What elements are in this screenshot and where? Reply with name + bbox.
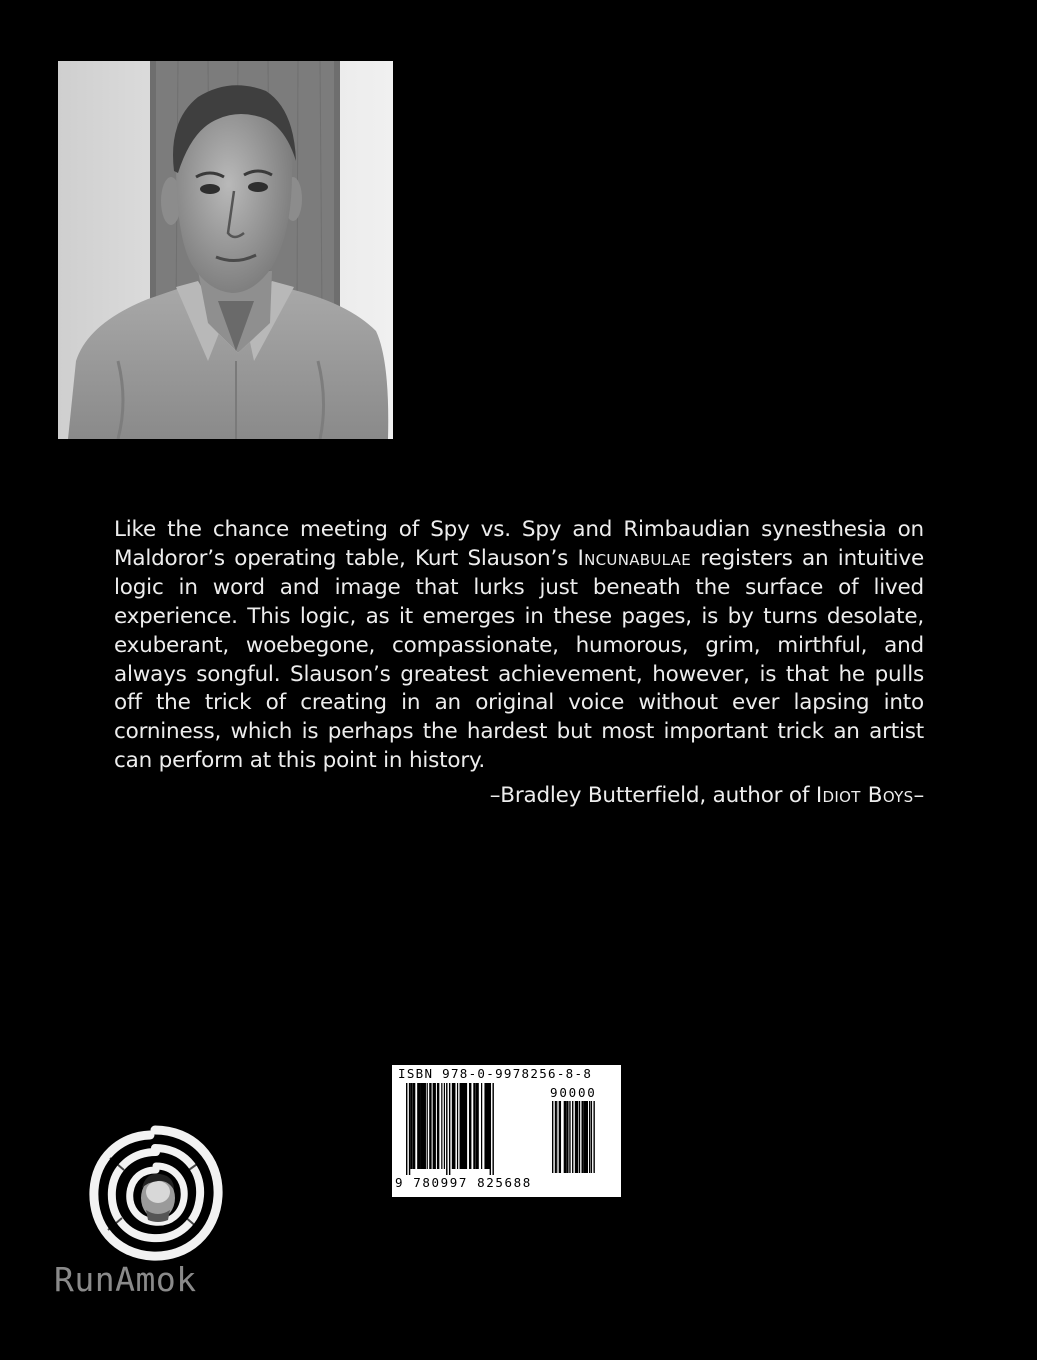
blurb-text-before: Like the chance meeting of Spy vs. Spy and Rimbaudian synesthesia on Maldoror’s operating table, Kurt Slauson’s [114,517,924,571]
barcode-bar [444,1083,445,1169]
barcode-bar [559,1101,561,1173]
author-photo [58,61,393,439]
barcode-bar [589,1101,590,1173]
barcode-bar [481,1083,482,1169]
barcode-bar [460,1083,464,1169]
barcode-bar [492,1083,493,1175]
barcode-bar [575,1101,579,1173]
barcode-bar [552,1101,553,1173]
barcode-bar [446,1083,447,1175]
barcode-bar [591,1101,592,1173]
attribution-work: Idiot Boys [815,783,914,809]
barcode-bar [484,1083,488,1169]
barcode-bar [569,1101,570,1173]
addon-digits: 90000 [550,1085,597,1100]
barcode-bar [417,1083,421,1169]
barcode-bar [556,1101,557,1173]
barcode-bar [441,1083,442,1169]
barcode-bar [452,1083,456,1169]
publisher-logo [80,1118,230,1268]
barcode-bar [429,1083,431,1169]
barcode-bar [566,1101,568,1173]
author-portrait-icon [58,61,393,439]
ean-digits: 9 780997 825688 [395,1175,532,1190]
book-title: Incunabulae [577,545,691,571]
barcode-bar [586,1101,588,1173]
barcode-bar [555,1101,556,1173]
barcode-bar [469,1083,471,1169]
barcode-bar [406,1083,407,1175]
blurb-text-after: registers an intuitive logic in word and image that lurks just beneath the surface of lived experience. This logic, as it emerges in these pages, is by turns desolate, exuberant, woebegone, compassionate, humorous, grim, mirthful, and always songful. Slauson’s greatest achievement, however, is that he pulls off the trick of creating in an original voice without ever lapsing into corniness, which is perhaps the hardest but most important trick an artist can perform at this point in history. [114,545,924,774]
attribution-suffix: – [913,783,924,809]
barcode-bar [478,1083,479,1169]
barcode-bar [437,1083,439,1169]
barcode-bar [579,1101,580,1173]
barcode-bar [593,1101,594,1173]
publisher-name: RunAmok [54,1260,197,1299]
barcode-bar [572,1101,573,1173]
isbn-label: ISBN 978-0-9978256-8-8 [398,1066,593,1081]
barcode [392,1065,621,1197]
barcode-bar [413,1083,415,1169]
attribution-prefix: –Bradley Butterfield, author of [489,783,816,809]
barcode-bar [457,1083,458,1169]
barcode-bar [564,1101,566,1173]
barcode-bar [582,1101,584,1173]
barcode-bar [490,1083,491,1175]
barcode-bar [473,1083,475,1169]
barcode-bar [465,1083,467,1169]
barcode-bar [433,1083,435,1169]
blurb-paragraph [114,516,924,776]
spiral-logo-icon [80,1118,230,1268]
barcode-bar [422,1083,426,1169]
blurb [114,516,924,810]
barcode-bar [449,1083,450,1175]
attribution [114,782,924,810]
barcode-bar [409,1083,410,1175]
barcode-bar [410,1083,412,1169]
barcode-bar [427,1083,428,1169]
